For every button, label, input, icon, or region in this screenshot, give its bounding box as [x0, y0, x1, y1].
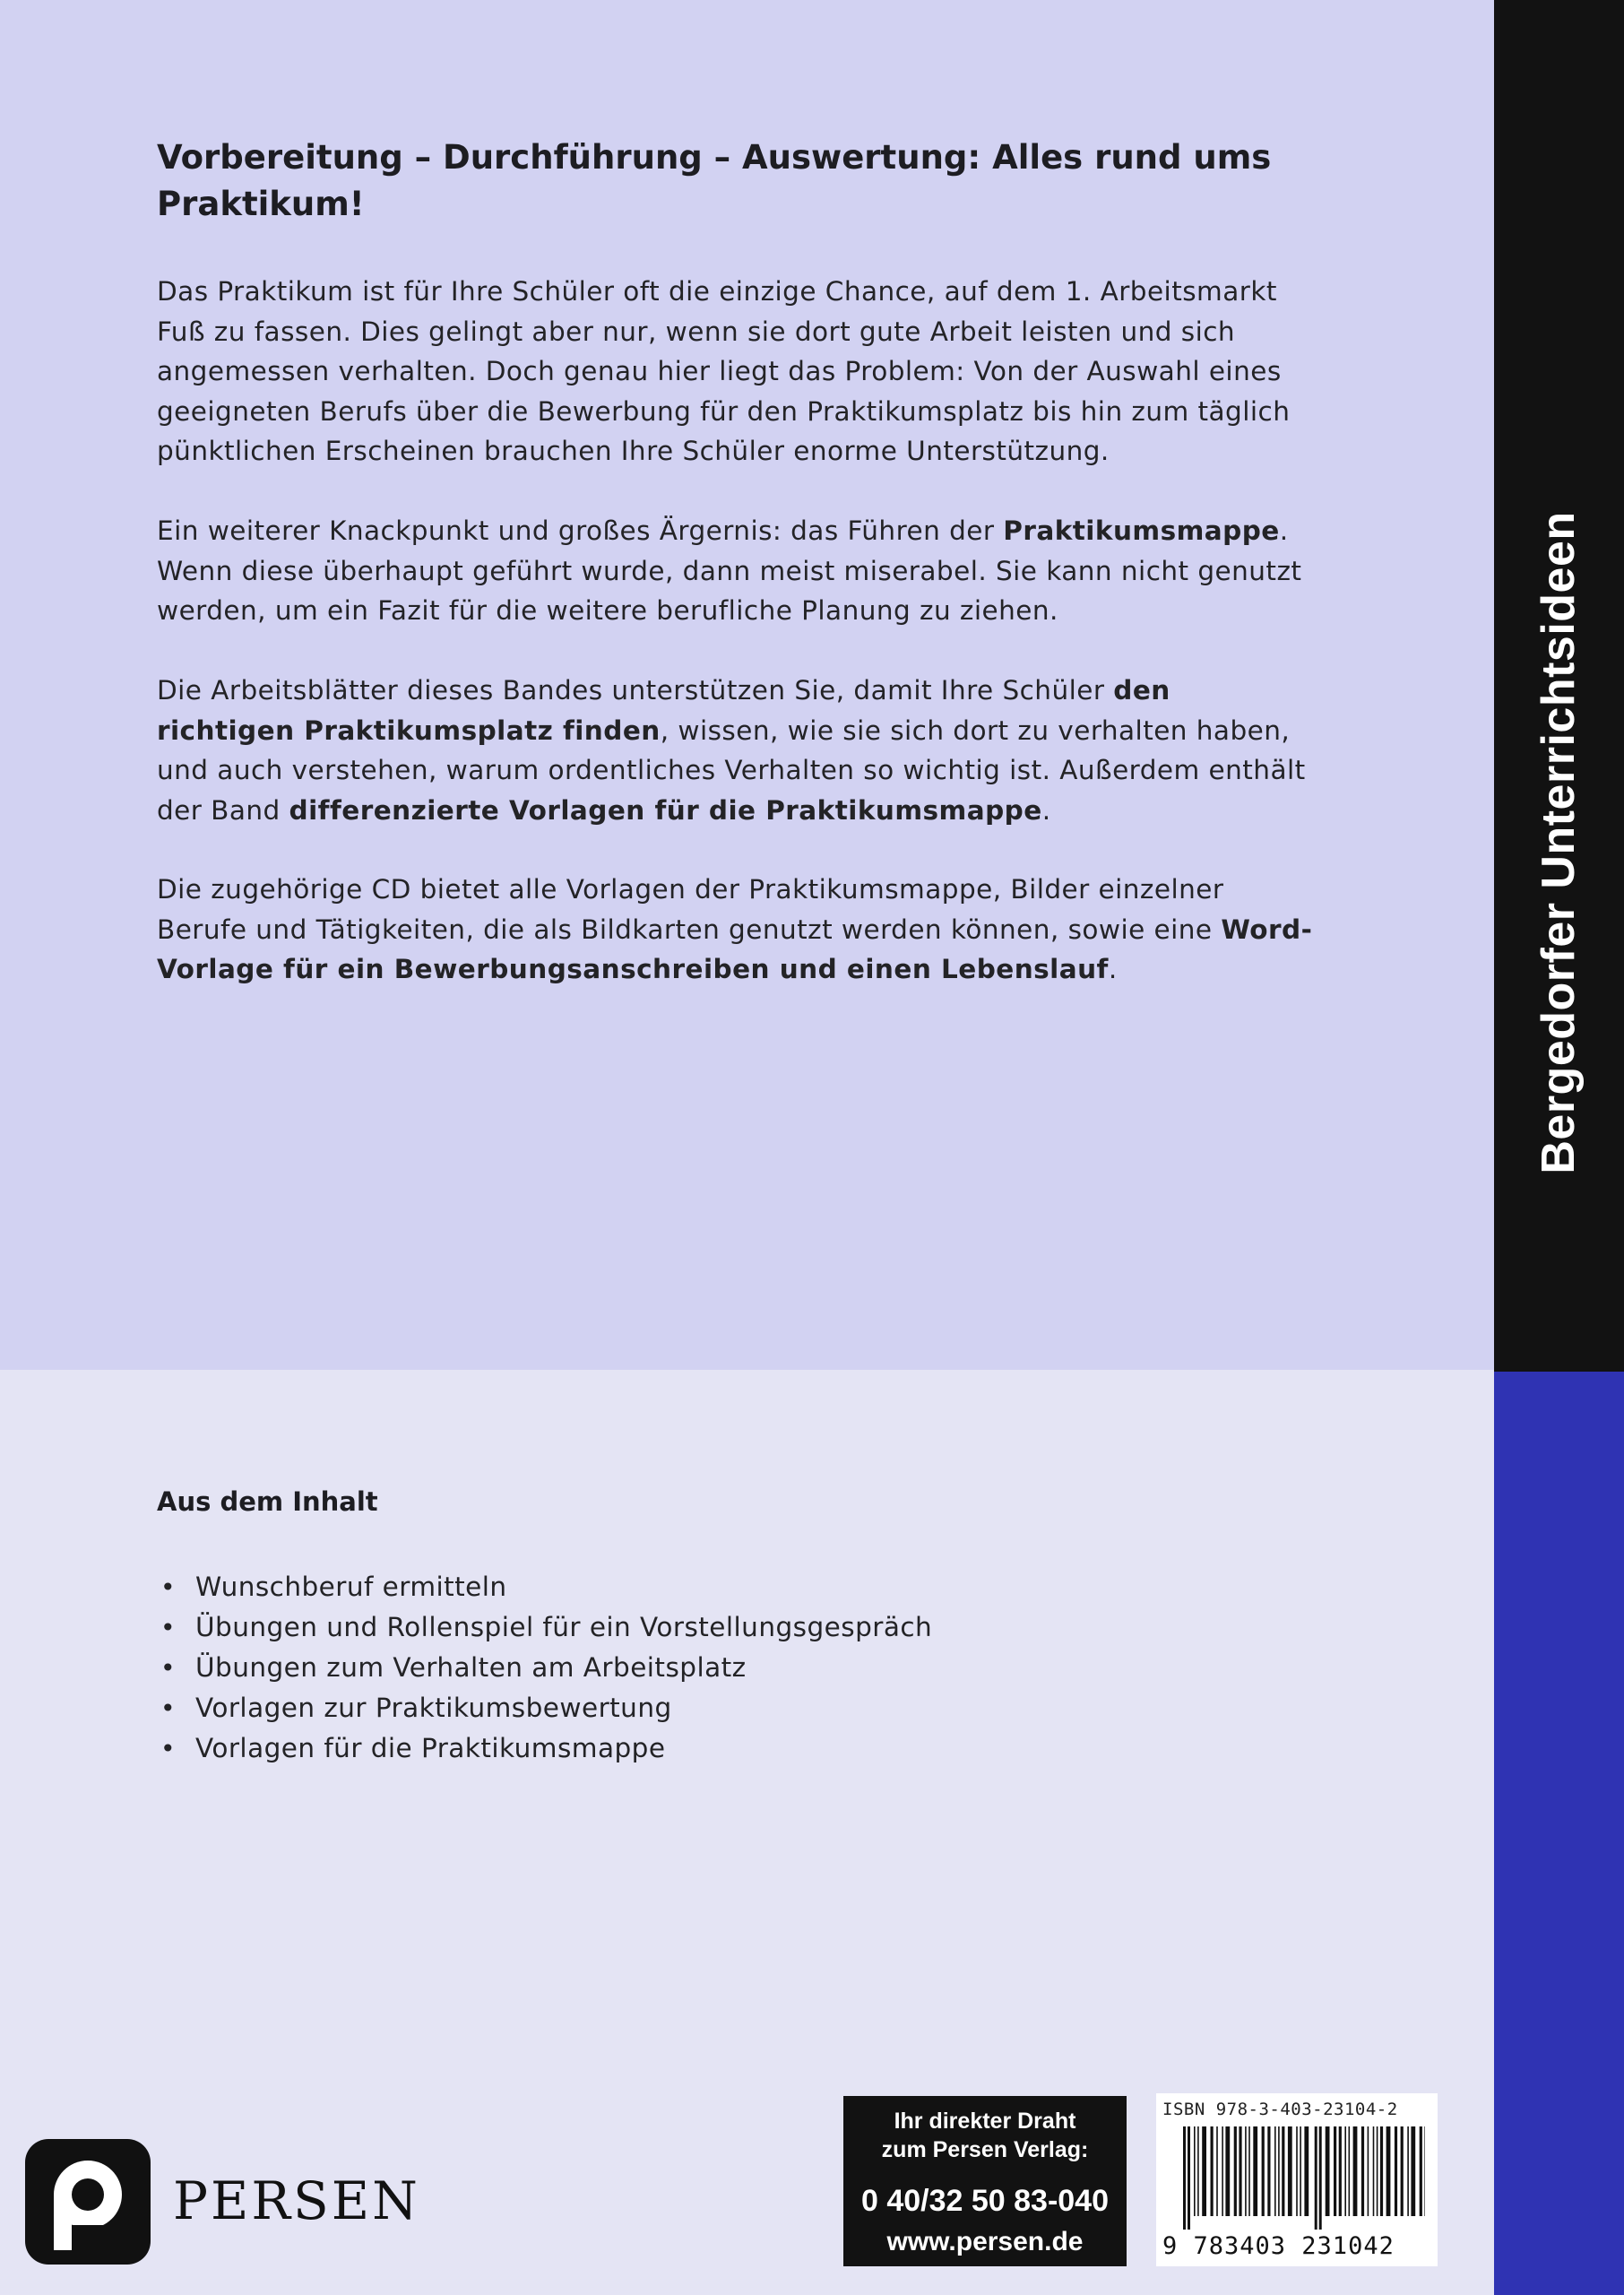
body-text: Das Praktikum ist für Ihre Schüler oft die einzige Chance, auf dem 1. Arbeitsmarkt Fuß zu fassen. Dies gelingt aber nur, wenn sie dort gute Arbeit leisten und sich angemessen verhalten. Doch genau hier liegt das Problem: Von der Auswahl eines geeigneten Berufs über die Bewerbung für den Praktikumsplatz bis hin zum täglich pünktlichen Erscheinen brauchen Ihre Schüler enorme Unterstützung. — [157, 276, 1291, 466]
barcode-bar — [1326, 2126, 1330, 2216]
barcode-bar — [1245, 2126, 1247, 2216]
barcode-bar — [1288, 2126, 1292, 2216]
spine-series-title: Bergedorfer Unterrichtsideen — [1533, 511, 1585, 1174]
body-text: Ein weiterer Knackpunkt und großes Ärgernis: das Führen der — [157, 515, 1004, 546]
barcode-bar — [1361, 2126, 1364, 2216]
barcode-bar — [1183, 2126, 1186, 2230]
body-text: , wissen, wie sie sich dort zu verhalten haben, und auch verstehen, warum ordentliches Verhalten so wichtig ist. Außerdem enthält der Band — [157, 714, 1306, 826]
barcode-bar — [1296, 2126, 1298, 2216]
barcode-bar — [1225, 2126, 1230, 2216]
barcode-bar — [1380, 2126, 1383, 2216]
contents-heading: Aus dem Inhalt — [157, 1486, 378, 1517]
body-text: . — [1108, 954, 1118, 984]
website-link[interactable]: www.persen.de — [886, 2227, 1084, 2256]
barcode-bar — [1386, 2126, 1391, 2216]
body-text: . — [1041, 794, 1051, 826]
phone-number: 0 40/32 50 83-040 — [860, 2184, 1110, 2218]
contact-box — [843, 2096, 1127, 2266]
spine-blue-band — [1494, 1372, 1624, 2295]
barcode-bar — [1373, 2126, 1375, 2216]
barcode-bar — [1377, 2126, 1378, 2216]
barcode-bar — [1349, 2126, 1351, 2216]
barcode-bar — [1420, 2126, 1422, 2216]
barcode-bar — [1319, 2126, 1322, 2230]
contact-line: zum Persen Verlag: — [881, 2137, 1089, 2162]
emphasis-text: Praktikumsmappe — [1003, 515, 1280, 546]
list-item: • Vorlagen für die Praktikumsmappe — [157, 1728, 1313, 1769]
contents-list — [157, 1567, 1313, 1769]
barcode-bar — [1253, 2126, 1257, 2216]
headline: Vorbereitung – Durchführung – Auswertung: Alles rund ums Praktikum! — [157, 138, 1272, 223]
barcode-bar — [1304, 2126, 1309, 2216]
publisher-name: PERSEN — [173, 2170, 420, 2231]
list-item: • Wunschberuf ermitteln — [157, 1567, 1313, 1607]
contact-line: Ihr direkter Draht — [894, 2109, 1076, 2134]
barcode-bar — [1222, 2126, 1223, 2216]
ean-digits: 9 783403 231042 — [1162, 2232, 1395, 2260]
barcode-bar — [1411, 2126, 1415, 2216]
barcode-bar — [1197, 2126, 1199, 2216]
barcode-bar — [1188, 2126, 1190, 2230]
barcode-bar — [1368, 2126, 1369, 2216]
barcode-bar — [1202, 2126, 1206, 2216]
barcode-bar — [1282, 2126, 1284, 2216]
barcode-bar — [1267, 2126, 1270, 2216]
list-item: • Übungen zum Verhalten am Arbeitsplatz — [157, 1648, 1313, 1688]
barcode-bar — [1278, 2126, 1280, 2216]
body-text: Die zugehörige CD bietet alle Vorlagen der Praktikumsmappe, Bilder einzelner Berufe und Tätigkeiten, die als Bildkarten genutzt werden können, sowie eine — [157, 874, 1224, 945]
barcode-bar — [1334, 2126, 1336, 2216]
barcode-bar — [1407, 2126, 1409, 2216]
paragraph — [157, 870, 1313, 990]
barcode-bar — [1274, 2126, 1276, 2216]
barcode-bar — [1248, 2126, 1250, 2216]
list-item: • Übungen und Rollenspiel für ein Vorstellungsgespräch — [157, 1607, 1313, 1648]
persen-logo-icon — [25, 2139, 151, 2265]
barcode-icon — [1183, 2126, 1425, 2230]
barcode-bar — [1395, 2126, 1397, 2216]
barcode-bar — [1353, 2126, 1358, 2216]
isbn-number: ISBN 978-3-403-23104-2 — [1162, 2100, 1398, 2119]
barcode-bar — [1424, 2126, 1425, 2216]
barcode-bar — [1194, 2126, 1196, 2216]
emphasis-text: Word-Vorlage für ein Bewerbungsanschreiben und einen Lebenslauf — [157, 914, 1313, 984]
barcode-bar — [1401, 2126, 1404, 2216]
body-text: Die Arbeitsblätter dieses Bandes unterstützen Sie, damit Ihre Schüler — [157, 675, 1114, 706]
emphasis-text: den richtigen Praktikumsplatz finden — [157, 675, 1170, 746]
emphasis-text: differenzierte Vorlagen für die Praktikumsmappe — [289, 794, 1042, 826]
paragraph — [157, 272, 1313, 472]
barcode-bar — [1211, 2126, 1214, 2216]
barcode-bar — [1234, 2126, 1237, 2216]
list-item: • Vorlagen zur Praktikumsbewertung — [157, 1688, 1313, 1728]
paragraph — [157, 511, 1313, 631]
barcode-bar — [1300, 2126, 1301, 2216]
body-text: . Wenn diese überhaupt geführt wurde, dann meist miserabel. Sie kann nicht genutzt werden, um ein Fazit für die weitere berufliche Planung zu ziehen. — [157, 515, 1302, 626]
barcode-bar — [1344, 2126, 1346, 2216]
barcode-bar — [1239, 2126, 1241, 2216]
barcode-bar — [1262, 2126, 1265, 2216]
paragraph — [157, 671, 1313, 830]
barcode-bar — [1315, 2126, 1317, 2230]
barcode-bar — [1339, 2126, 1342, 2216]
barcode-bar — [1216, 2126, 1218, 2216]
